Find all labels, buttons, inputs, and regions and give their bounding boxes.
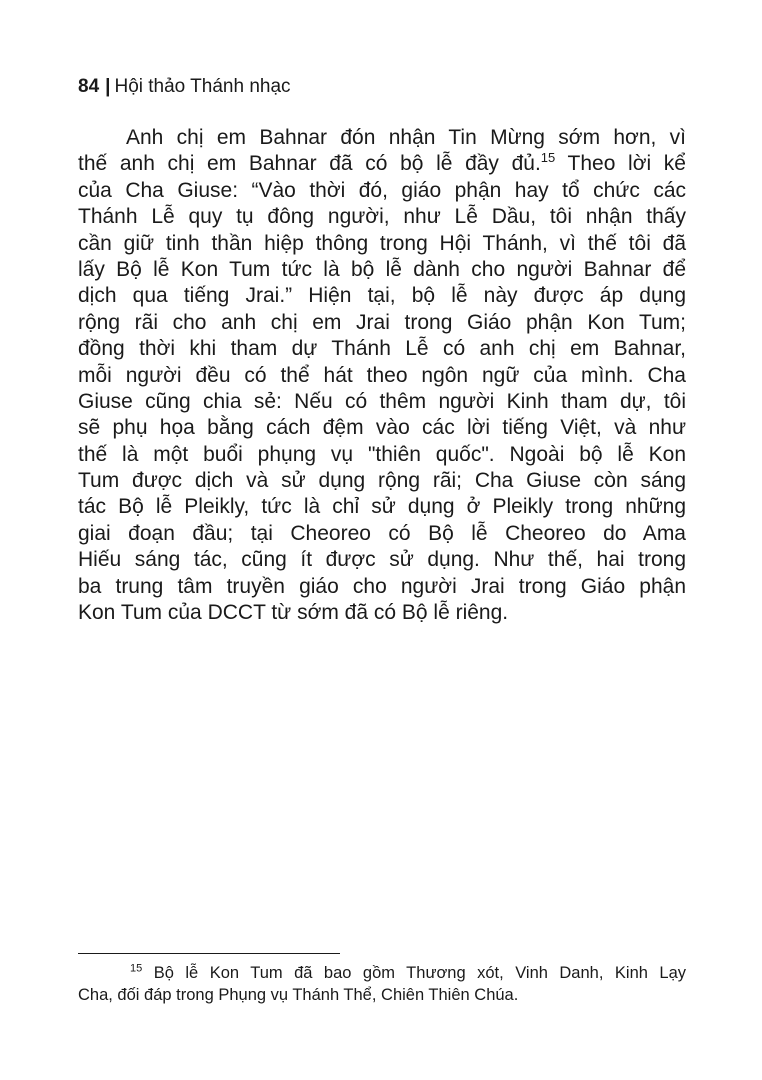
footnote-reference: 15 <box>540 150 556 166</box>
footnote <box>78 962 686 1006</box>
running-header <box>78 76 291 98</box>
paragraph-line: Kon Tum của DCCT từ sớm đã có Bộ lễ riêng. <box>78 601 509 625</box>
paragraph-line: lấy Bộ lễ Kon Tum tức là bộ lễ dành cho người Bahnar để <box>78 257 686 281</box>
paragraph-line: cần giữ tinh thần hiệp thông trong Hội Thánh, vì thế tôi đã <box>78 231 686 255</box>
paragraph-line: Tum được dịch và sử dụng rộng rãi; Cha Giuse còn sáng <box>78 469 686 493</box>
header-title: Hội thảo Thánh nhạc <box>114 76 291 97</box>
footnote-number: 15 <box>130 962 143 975</box>
paragraph-line: Giuse cũng chia sẻ: Nếu có thêm người Kinh tham dự, tôi <box>78 389 686 413</box>
paragraph-line: mỗi người đều có thể hát theo ngôn ngữ của mình. Cha <box>78 363 686 387</box>
paragraph-line: của Cha Giuse: “Vào thời đó, giáo phận hay tổ chức các <box>78 178 686 202</box>
paragraph-line: giai đoạn đầu; tại Cheoreo có Bộ lễ Cheoreo do Ama <box>78 521 686 545</box>
footnote-text: Bộ lễ Kon Tum đã bao gồm Thương xót, Vinh Danh, Kinh Lạy <box>153 964 686 982</box>
footnote-line <box>78 962 686 984</box>
body-paragraph <box>78 125 686 626</box>
paragraph-line: đồng thời khi tham dự Thánh Lễ có anh chị em Bahnar, <box>78 337 686 361</box>
paragraph-line: rộng rãi cho anh chị em Jrai trong Giáo phận Kon Tum; <box>78 310 686 334</box>
paragraph-line: Thánh Lễ quy tụ đông người, như Lễ Dầu, tôi nhận thấy <box>78 205 686 229</box>
page-number: 84 <box>78 76 100 97</box>
paragraph-line <box>78 151 686 177</box>
paragraph-line: sẽ phụ họa bằng cách đệm vào các lời tiếng Việt, và như <box>78 416 686 440</box>
paragraph-line-text: thế anh chị em Bahnar đã có bộ lễ đầy đủ. <box>78 152 541 176</box>
footnote-divider <box>78 953 340 954</box>
paragraph-line: Hiếu sáng tác, cũng ít được sử dụng. Như thế, hai trong <box>78 548 686 572</box>
paragraph-line: Anh chị em Bahnar đón nhận Tin Mừng sớm hơn, vì <box>126 126 686 149</box>
footnote-line: Cha, đối đáp trong Phụng vụ Thánh Thể, Chiên Thiên Chúa. <box>78 986 519 1004</box>
header-separator: | <box>105 76 111 97</box>
paragraph-line: dịch qua tiếng Jrai.” Hiện tại, bộ lễ này được áp dụng <box>78 284 686 308</box>
paragraph-line: tác Bộ lễ Pleikly, tức là chỉ sử dụng ở Pleikly trong những <box>78 495 686 519</box>
paragraph-line-tail: Theo lời kể <box>567 152 686 176</box>
paragraph-line: ba trung tâm truyền giáo cho người Jrai trong Giáo phận <box>78 574 686 598</box>
paragraph-line: thế là một buổi phụng vụ "thiên quốc". Ngoài bộ lễ Kon <box>78 442 686 466</box>
